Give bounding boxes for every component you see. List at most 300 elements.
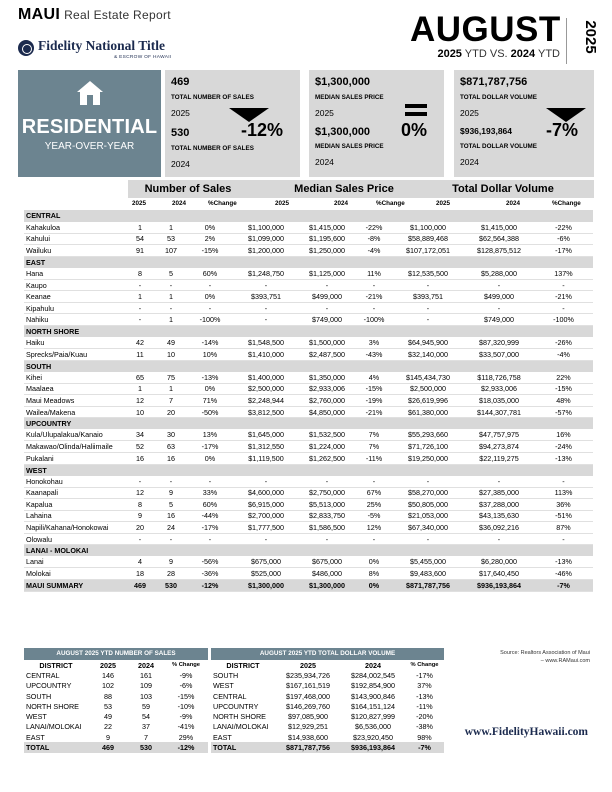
table-cell: 1 [156,291,186,303]
source-line-2: – www.RAMaui.com [540,657,590,664]
table-cell: $87,320,999 [464,337,534,349]
table-row [24,711,208,721]
table-cell: 16 [124,452,156,464]
table-cell: - [464,279,534,291]
table-cell: 54 [124,233,156,245]
table-cell: $145,434,730 [392,372,464,384]
region-header [24,360,593,372]
table-cell: - [124,476,156,488]
table-cell: 9 [156,487,186,499]
header-divider [566,18,567,64]
table-cell: 12 [124,395,156,407]
table-cell: - [234,314,298,326]
table-cell: $118,726,758 [464,372,534,384]
table-cell: - [186,533,234,545]
volume-pct-change: -7% [546,120,579,140]
table-cell: 8 [124,499,156,511]
group-dollar-volume: Total Dollar Volume [452,183,554,195]
col-sales-2025: 2025 [132,200,147,207]
area-name: MAUI [18,6,61,23]
district-name: EAST [26,732,45,742]
total-cell: 469 [88,742,128,752]
district-name: Lanai [24,556,124,568]
table-cell: -12% [186,580,234,592]
column-header: 2025 [100,660,116,670]
table-row [24,691,208,701]
table-cell: -6% [534,233,593,245]
table-cell: - [464,476,534,488]
table-cell: 87% [534,522,593,534]
table-cell: 11% [356,268,392,280]
table-cell: 98% [417,732,432,742]
region-header [24,545,593,557]
price-2025-label: MEDIAN SALES PRICE [315,94,384,101]
table-cell: -100% [356,314,392,326]
region-name: LANAI - MOLOKAI [24,545,593,557]
table-cell: $1,415,000 [464,222,534,234]
column-header: % Change [410,662,439,669]
table-cell: $97,085,900 [288,712,328,722]
table-cell: $2,933,006 [464,383,534,395]
table-cell: $197,468,000 [286,691,330,701]
table-cell: $936,193,864 [464,580,534,592]
table-cell: 8% [356,568,392,580]
table-cell: - [156,476,186,488]
table-cell: 7% [356,441,392,453]
table-cell: $1,532,500 [298,429,356,441]
region-name: NORTH SHORE [24,325,593,337]
table-cell: - [534,302,593,314]
district-name: MAUI SUMMARY [24,580,124,592]
table-cell: $61,380,000 [392,406,464,418]
table-cell: $32,140,000 [392,349,464,361]
price-2024-year: 2024 [315,157,334,167]
table-cell: 59 [142,701,150,711]
table-cell: - [392,314,464,326]
table-cell: -5% [356,510,392,522]
table-cell: -36% [186,568,234,580]
table-cell: $1,645,000 [234,429,298,441]
total-cell: -7% [405,742,444,752]
table-cell: -9% [179,712,193,722]
table-cell: -50% [186,406,234,418]
table-cell: -21% [534,291,593,303]
sales-2025-year: 2025 [171,108,190,118]
table-row [24,279,593,291]
brand-name: Fidelity National Title [38,38,166,53]
table-cell: - [392,279,464,291]
table-cell: 469 [124,580,156,592]
table-cell: -15% [534,383,593,395]
table-cell: $9,483,600 [392,568,464,580]
district-name: Lahaina [24,510,124,522]
col-sales-change: %Change [208,200,237,207]
table-row [24,372,593,384]
table-cell: $1,200,000 [234,245,298,257]
volume-2025-label: TOTAL DOLLAR VOLUME [460,94,537,101]
table-cell: 0% [356,556,392,568]
table-cell: 30 [156,429,186,441]
column-header: 2024 [365,660,381,670]
table-cell: 7 [144,732,148,742]
table-cell: - [186,476,234,488]
table-cell: -6% [179,681,193,691]
district-name: Honokohau [24,476,124,488]
table-cell: 113% [534,487,593,499]
table-cell: $17,640,450 [464,568,534,580]
table-cell: 146 [102,670,114,680]
table-cell: 4 [124,556,156,568]
table-cell: -13% [534,452,593,464]
table-cell: $1,100,000 [234,222,298,234]
price-pct-change: 0% [401,120,428,140]
table-cell: - [156,533,186,545]
table-cell: -22% [534,222,593,234]
table-cell: $5,513,000 [298,499,356,511]
table-cell: 3% [356,337,392,349]
table-cell: -22% [356,222,392,234]
table-cell: 29% [178,732,194,742]
table-cell: $71,726,100 [392,441,464,453]
district-name: Keanae [24,291,124,303]
table-cell: $64,945,900 [392,337,464,349]
col-price-2025: 2025 [275,200,290,207]
district-name: Napili/Kahana/Honokowai [24,522,124,534]
region-name: UPCOUNTRY [24,418,593,430]
district-table [24,210,593,592]
table-cell: 63 [156,441,186,453]
table-cell: $1,099,000 [234,233,298,245]
table-cell: - [534,533,593,545]
table-cell: $2,500,000 [234,383,298,395]
table-cell: 18 [124,568,156,580]
table-cell: $27,385,000 [464,487,534,499]
table-cell: 42 [124,337,156,349]
report-name: Real Estate Report [64,8,171,22]
group-median-price: Median Sales Price [294,183,394,195]
table-cell: $1,119,500 [234,452,298,464]
table-cell: - [392,302,464,314]
table-cell: $43,135,630 [464,510,534,522]
table-cell: $235,934,726 [286,670,330,680]
residential-badge [18,70,161,177]
table-cell: $62,564,388 [464,233,534,245]
source-line-1: Source: Realtors Association of Maui [500,650,590,656]
table-cell: $1,586,500 [298,522,356,534]
table-row [211,732,444,742]
table-cell: 1 [156,383,186,395]
table-cell: -44% [186,510,234,522]
table-cell: -9% [179,670,193,680]
district-name: Wailuku [24,245,124,257]
summary-row [24,580,593,592]
table-cell: 13% [186,429,234,441]
district-name: LANAI/MOLOKAI [26,722,82,732]
table-cell: 52 [124,441,156,453]
table-cell: 10 [124,406,156,418]
table-row [211,701,444,711]
table-cell: -20% [416,712,433,722]
region-header [24,256,593,268]
table-cell: -17% [186,441,234,453]
table-row [24,452,593,464]
table-cell: $3,812,500 [234,406,298,418]
table-cell: - [186,302,234,314]
table-cell: $1,312,550 [234,441,298,453]
table-cell: 48% [534,395,593,407]
table-cell: 33% [186,487,234,499]
district-name: NORTH SHORE [26,701,79,711]
table-cell: $107,172,051 [392,245,464,257]
table-cell: -13% [534,556,593,568]
ytd-year-a: 2025 [437,48,462,60]
table-cell: $1,224,000 [298,441,356,453]
table-row [24,291,593,303]
table-cell: 103 [140,691,152,701]
table-cell: $2,700,000 [234,510,298,522]
table-cell: 54 [142,712,150,722]
table-cell: $6,536,000 [355,722,391,732]
table-cell: -13% [186,372,234,384]
table-cell: -100% [534,314,593,326]
table-cell: $120,827,999 [351,712,395,722]
district-name: Maui Meadows [24,395,124,407]
table-cell: 16 [156,510,186,522]
table-cell: $2,487,500 [298,349,356,361]
table-cell: 22% [534,372,593,384]
table-row [211,722,444,732]
table-cell: -14% [186,337,234,349]
table-cell: 109 [140,681,152,691]
district-name: Wailea/Makena [24,406,124,418]
table-row [211,691,444,701]
total-cell: -12% [164,742,208,752]
table-cell: $749,000 [464,314,534,326]
table-cell: $1,250,000 [298,245,356,257]
table-cell: $675,000 [234,556,298,568]
summary-volume [454,70,594,177]
table-cell: - [124,533,156,545]
table-cell: - [124,279,156,291]
sales-2025-value: 469 [171,76,190,88]
table-cell: -57% [534,406,593,418]
table-cell: $2,500,000 [392,383,464,395]
brand-subtitle: & ESCROW OF HAWAII [114,55,172,60]
table-row [24,337,593,349]
fidelity-logo [18,38,218,64]
table-cell: 16 [156,452,186,464]
table-cell: $58,270,000 [392,487,464,499]
ytd-end: YTD [538,48,560,60]
table-cell: - [298,476,356,488]
col-volume-2025: 2025 [436,200,451,207]
table-cell: $1,300,000 [298,580,356,592]
region-header [24,418,593,430]
report-month: AUGUST [410,10,561,49]
price-2024-label: MEDIAN SALES PRICE [315,143,384,150]
ytd-mid: YTD VS. [464,48,508,60]
table-cell: 10% [186,349,234,361]
table-cell: $4,850,000 [298,406,356,418]
region-header [24,210,593,222]
table-cell: 75 [156,372,186,384]
district-name: WEST [213,681,234,691]
table-cell: - [234,533,298,545]
table-cell: 88 [104,691,112,701]
total-row [24,742,208,752]
district-name: Kapalua [24,499,124,511]
table-cell: -24% [534,441,593,453]
table-cell: 137% [534,268,593,280]
table-cell: 53 [156,233,186,245]
table-row [24,383,593,395]
district-name: CENTRAL [26,670,60,680]
table-cell: $55,293,660 [392,429,464,441]
table-cell: $50,805,000 [392,499,464,511]
price-2024-value: $1,300,000 [315,126,371,138]
table-cell: 12% [356,522,392,534]
table-cell: $1,100,000 [392,222,464,234]
table-row [24,670,208,680]
table-cell: $12,929,251 [288,722,328,732]
col-volume-2024: 2024 [506,200,521,207]
district-name: NORTH SHORE [213,712,266,722]
total-row [211,742,444,752]
table-row [24,406,593,418]
table-cell: - [156,279,186,291]
table-cell: -10% [177,701,195,711]
table-row [24,499,593,511]
region-header [24,464,593,476]
source-note [460,650,590,665]
table-cell: - [356,533,392,545]
table-row [24,568,593,580]
table-cell: 5 [156,268,186,280]
table-cell: 0% [186,291,234,303]
col-volume-change: %Change [552,200,581,207]
table-cell: -38% [416,722,433,732]
table-cell: 1 [156,314,186,326]
table-cell: 16% [534,429,593,441]
district-name: Sprecks/Paia/Kuau [24,349,124,361]
col-price-2024: 2024 [334,200,349,207]
table-row [24,522,593,534]
table-row [24,487,593,499]
table-cell: $1,262,500 [298,452,356,464]
table-cell: - [186,279,234,291]
total-cell: TOTAL [211,742,275,752]
table-cell: $164,151,124 [351,701,395,711]
table-cell: 71% [186,395,234,407]
column-header: % Change [171,662,201,669]
website-link[interactable]: www.FidelityHawaii.com [464,726,588,738]
district-name: LANAI/MOLOKAI [213,722,269,732]
table-cell: 1 [124,383,156,395]
table-row [24,441,593,453]
table-cell: $2,248,944 [234,395,298,407]
table-cell: $23,920,450 [353,732,393,742]
header-row [24,660,208,670]
sales-2024-value: 530 [171,127,190,139]
seal-icon [18,40,34,56]
table-row [24,510,593,522]
table-cell: -8% [356,233,392,245]
total-cell: $936,193,864 [341,742,405,752]
table-cell: -41% [177,722,195,732]
table-cell: $1,195,600 [298,233,356,245]
sales-pct-change: -12% [241,120,284,140]
table-cell: $1,350,000 [298,372,356,384]
table-cell: 36% [534,499,593,511]
col-sales-2024: 2024 [172,200,187,207]
table-cell: $26,619,996 [392,395,464,407]
table-cell: $675,000 [298,556,356,568]
table-cell: $749,000 [298,314,356,326]
table-cell: -4% [356,245,392,257]
table-cell: 5 [156,499,186,511]
table-cell: 25% [356,499,392,511]
district-name: SOUTH [213,670,239,680]
district-name: Hana [24,268,124,280]
table-cell: $6,915,000 [234,499,298,511]
table-cell: $5,455,000 [392,556,464,568]
table-cell: 91 [124,245,156,257]
report-header [18,6,171,24]
district-name: Kahakuloa [24,222,124,234]
table-cell: 7% [356,429,392,441]
table-cell: $499,000 [464,291,534,303]
table-row [211,711,444,721]
district-name: Kaanapali [24,487,124,499]
district-name: EAST [213,732,232,742]
table-cell: $14,938,600 [288,732,328,742]
table-cell: $128,875,512 [464,245,534,257]
table-cell: $94,273,874 [464,441,534,453]
table-cell: $1,300,000 [234,580,298,592]
district-name: Kihei [24,372,124,384]
table-cell: -4% [534,349,593,361]
total-cell: TOTAL [24,742,88,752]
table-cell: 4% [356,372,392,384]
table-cell: -100% [186,314,234,326]
volume-2025-year: 2025 [460,108,479,118]
table-cell: $18,035,000 [464,395,534,407]
table-cell: - [156,302,186,314]
table-cell: $1,248,750 [234,268,298,280]
table-cell: $499,000 [298,291,356,303]
table-cell: - [392,533,464,545]
table-cell: -43% [356,349,392,361]
summary-price [309,70,444,177]
table-cell: - [124,314,156,326]
table-cell: $58,889,468 [392,233,464,245]
district-name: Kula/Ulupalakua/Kanaio [24,429,124,441]
table-cell: $284,002,545 [351,670,395,680]
table-cell: 20 [156,406,186,418]
column-header: DISTRICT [226,660,260,670]
table-cell: $37,288,000 [464,499,534,511]
table-cell: 10 [156,349,186,361]
table-cell: 22 [104,722,112,732]
table-row [24,349,593,361]
volume-2024-label: TOTAL DOLLAR VOLUME [460,143,537,150]
total-cell: 530 [128,742,164,752]
table-row [24,533,593,545]
table-cell: 20 [124,522,156,534]
ytd-volume-title: AUGUST 2025 YTD TOTAL DOLLAR VOLUME [211,648,444,660]
table-cell: -19% [356,395,392,407]
ytd-year-b: 2024 [510,48,536,60]
